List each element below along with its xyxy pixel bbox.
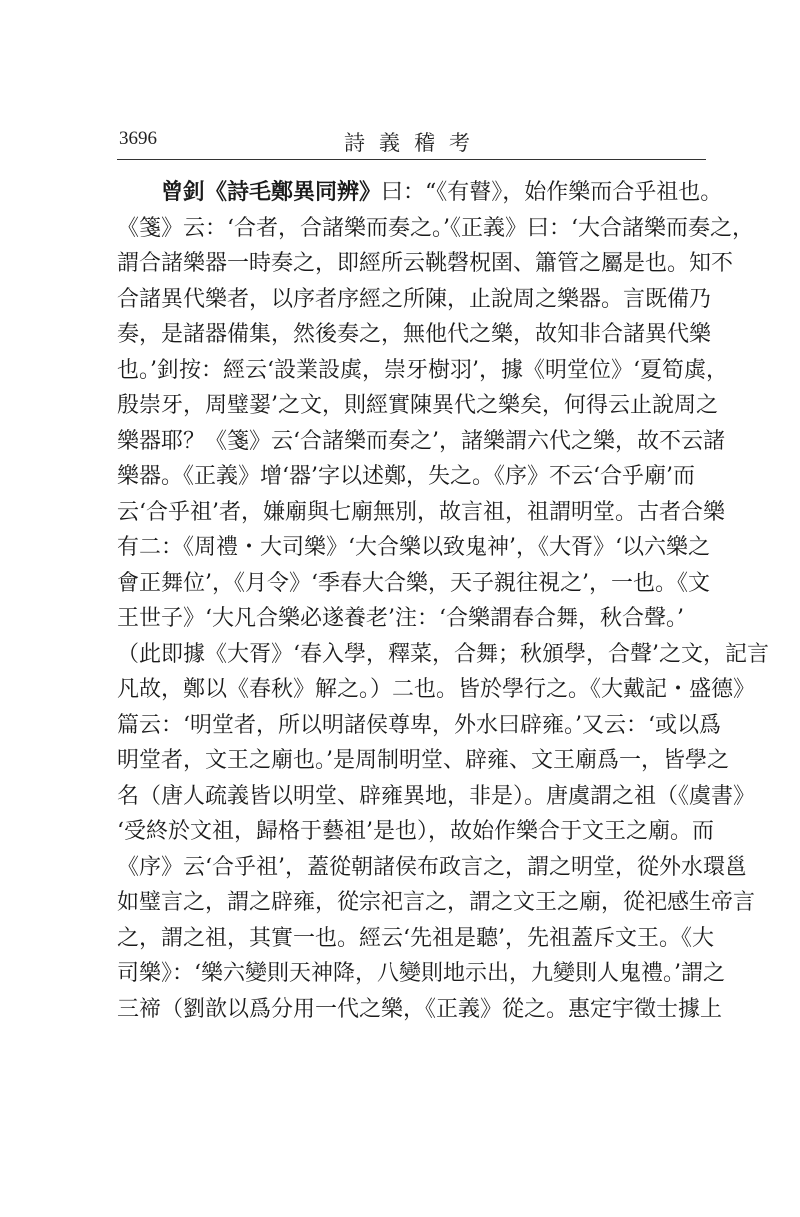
text-line: 王世子》‘大凡合樂必遂養老’注：‘合樂謂春合舞，秋合聲。’ — [117, 606, 684, 631]
text-line: 云‘合乎祖’者，嫌廟與七廟無別，故言祖，祖謂明堂。古者合樂 — [117, 499, 725, 525]
header-rule — [117, 159, 706, 160]
text-line: 樂器。《正義》增‘器’字以述鄭，失之。《序》不云‘合乎廟’而 — [117, 464, 695, 489]
text-line: （此即據《大胥》‘春入學，釋菜，合舞；秋頒學，合聲’之文，記言 — [117, 641, 769, 667]
text-line: 之，謂之祖，其實一也。經云‘先祖是聽’，先祖蓋斥文王。《大 — [117, 925, 714, 951]
text-line: 樂器耶？《箋》云‘合諸樂而奏之’，諸樂謂六代之樂，故不云諸 — [117, 428, 725, 454]
text-line: 會正舞位’，《月令》‘季春大合樂，天子親往視之’，一也。《文 — [117, 570, 710, 596]
text-line: 司樂》：‘樂六變則天神降，八變則地示出，九變則人鬼禮。’謂之 — [117, 961, 725, 986]
text-line: 明堂者，文王之廟也。’是周制明堂、辟雍、文王廟爲一，皆學之 — [117, 748, 729, 773]
text-line: 如璧言之，謂之辟雍，從宗祀言之，謂之文王之廟，從祀感生帝言 — [117, 890, 756, 915]
text-line: ‘受終於文祖，歸格于藝祖’是也），故始作樂合于文王之廟。而 — [117, 819, 714, 844]
page-number: 3696 — [119, 128, 157, 149]
cited-work-author: 曾釗《詩毛鄭異同辨》 — [161, 179, 382, 205]
text-line: 奏，是諸器備集，然後奏之，無他代之樂，故知非合諸異代樂 — [117, 322, 712, 347]
text-line — [117, 175, 723, 211]
running-title: 詩義稽考 — [344, 131, 484, 155]
text-line: 三禘（劉歆以爲分用一代之樂，《正義》從之。惠定宇徵士據上 — [117, 996, 723, 1022]
text-line: 《箋》云：‘合者，合諸樂而奏之。’《正義》曰：‘大合諸樂而奏之， — [117, 215, 754, 241]
text-line: 《序》云‘合乎祖’，蓋從朝諸侯布政言之，謂之明堂，從外水環邕 — [117, 854, 747, 880]
text-line: 凡故，鄭以《春秋》解之。）二也。皆於學行之。《大戴記・盛德》 — [117, 677, 756, 702]
body-text — [117, 175, 769, 1027]
text-line: 殷崇牙，周璧翣’之文，則經實陳異代之樂矣，何得云止說周之 — [117, 393, 718, 418]
text-line: 合諸異代樂者，以序者序經之所陳，止說周之樂器。言既備乃 — [117, 286, 712, 312]
text-line: 有二：《周禮・大司樂》‘大合樂以致鬼神’，《大胥》‘以六樂之 — [117, 535, 710, 560]
text-line-content: 曰：“《有瞽》，始作樂而合乎祖也。 — [381, 180, 723, 205]
text-line: 名（唐人疏義皆以明堂、辟雍異地，非是）。唐虞謂之祖（《虞書》 — [117, 783, 756, 809]
text-line: 謂合諸樂器一時奏之，即經所云鞉磬柷圉、簫管之屬是也。知不 — [117, 251, 734, 276]
text-line: 篇云：‘明堂者，所以明諸侯尊卑，外水曰辟雍。’又云：‘或以爲 — [117, 712, 721, 738]
text-line: 也。’釗按：經云‘設業設虡，崇牙樹羽’，據《明堂位》‘夏筍虡， — [117, 357, 728, 383]
